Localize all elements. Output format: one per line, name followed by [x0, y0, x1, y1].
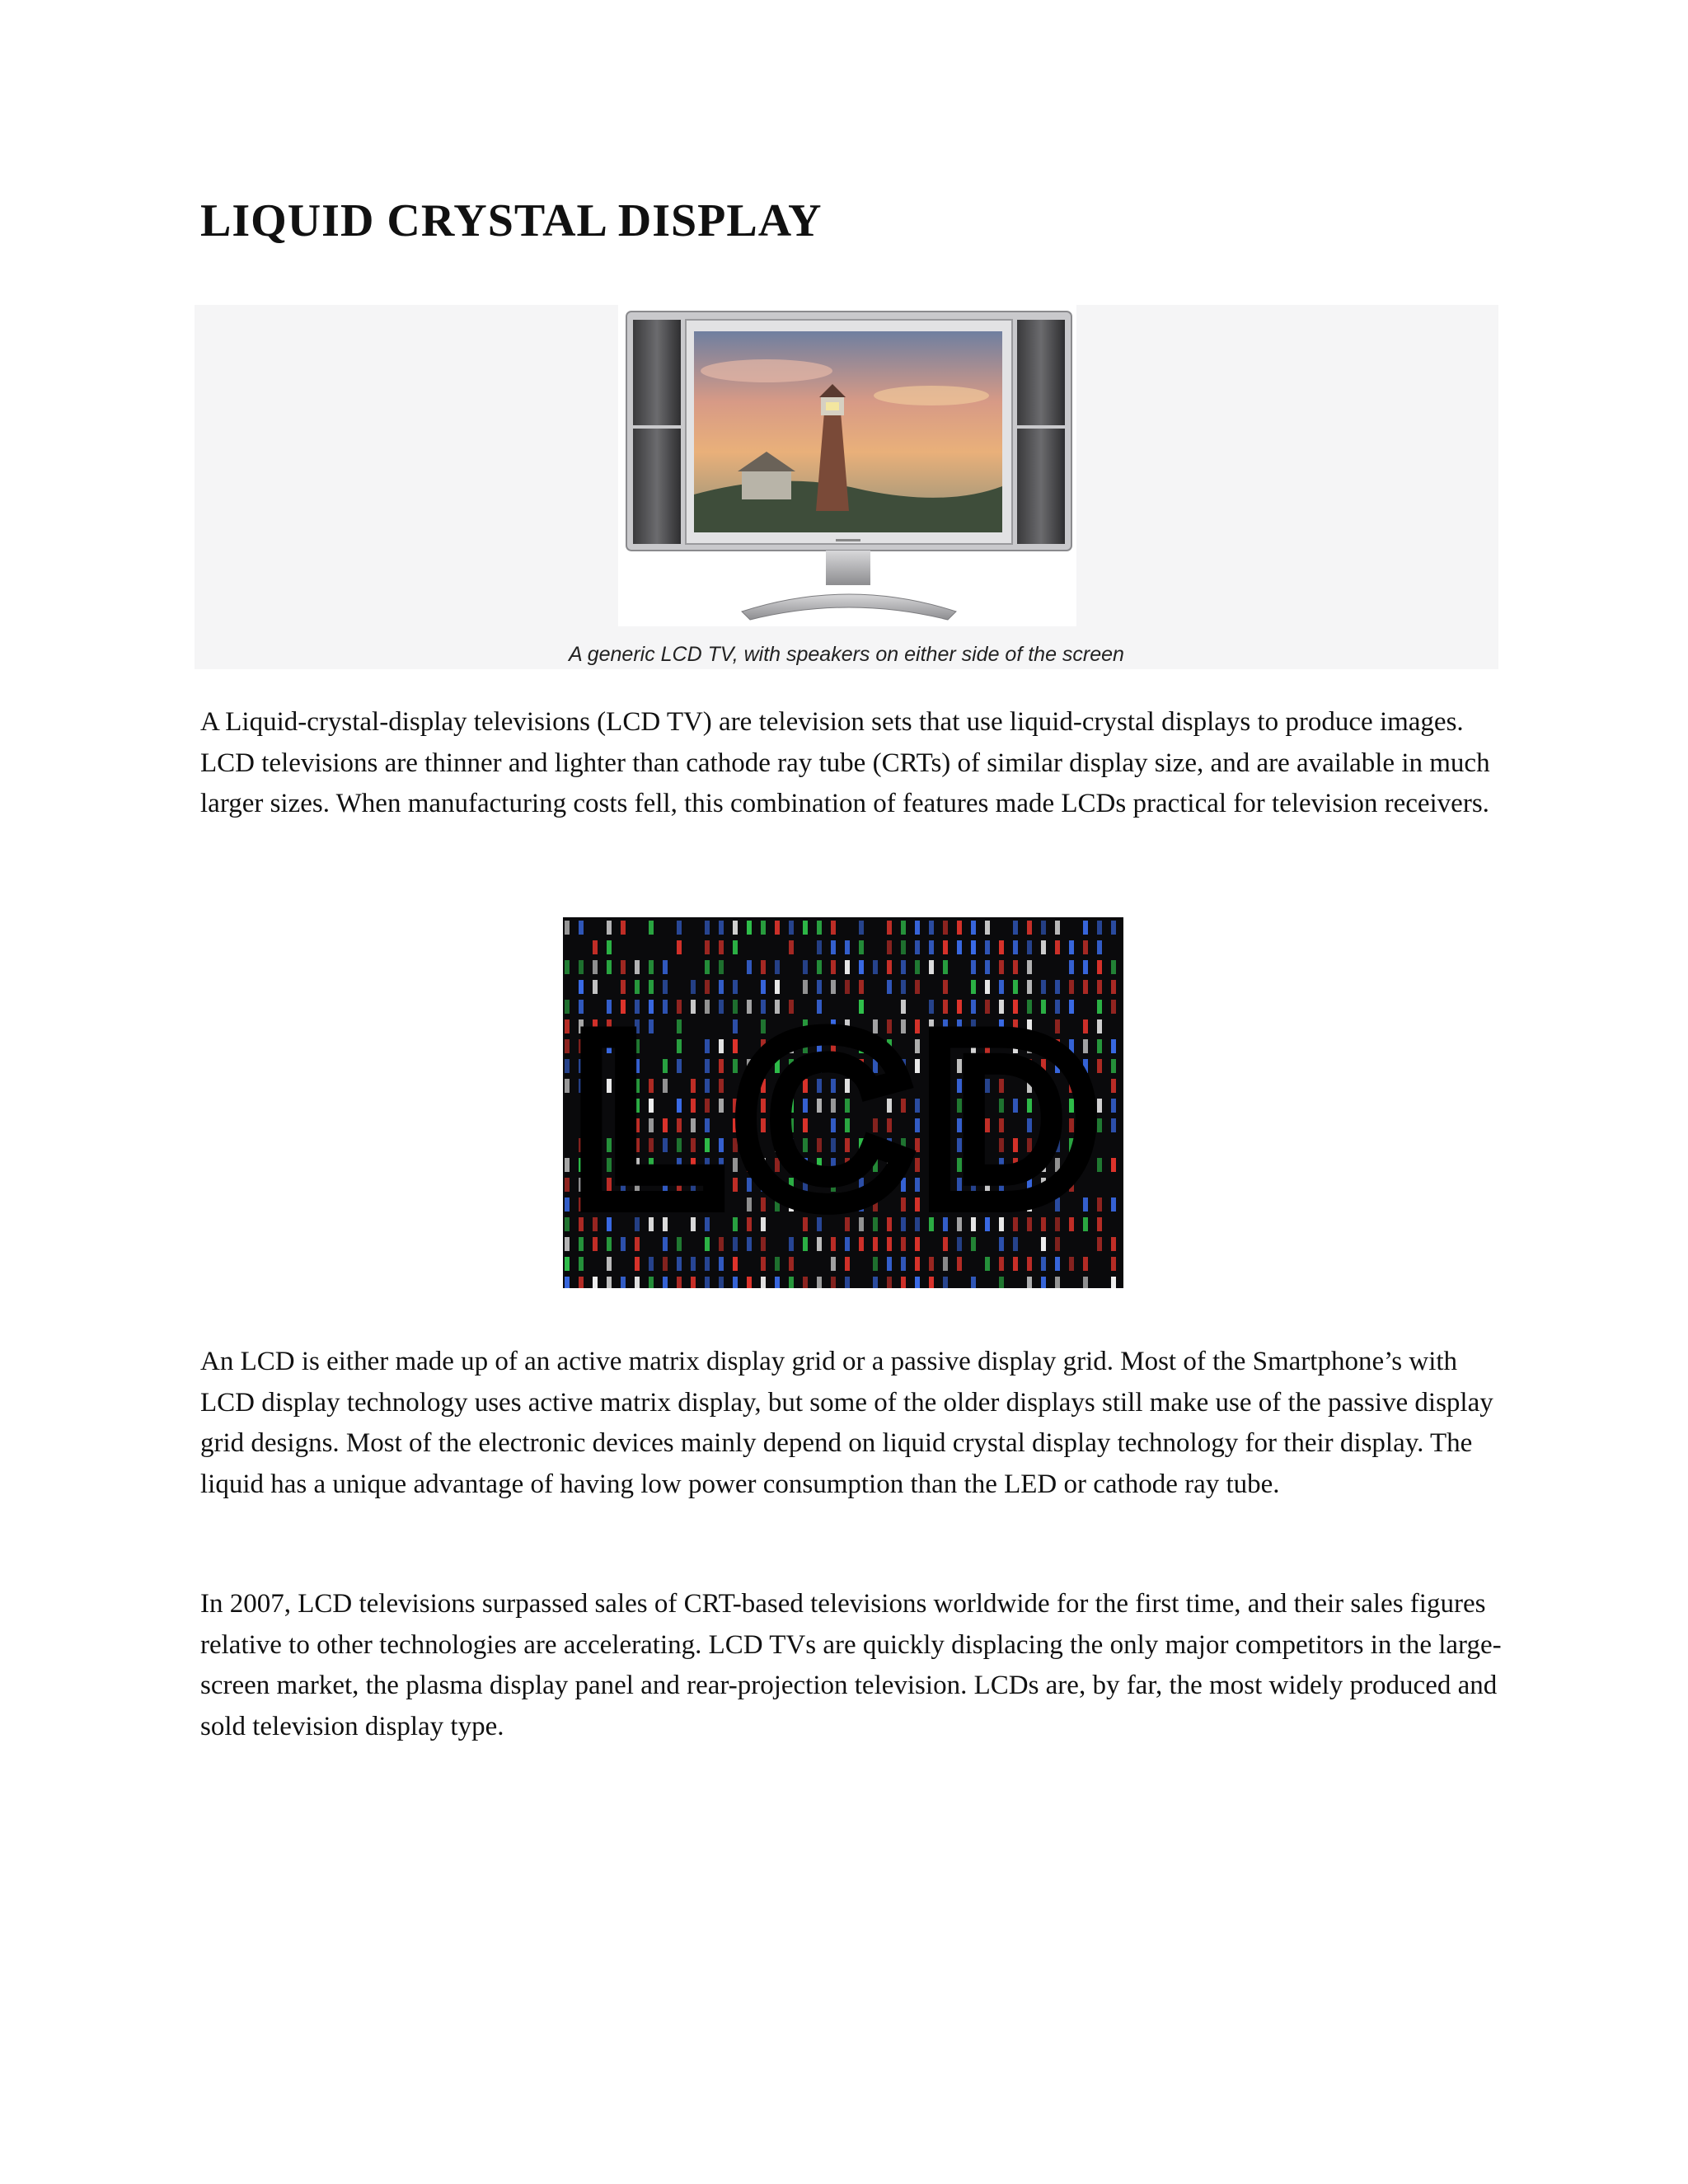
- figure-caption: A generic LCD TV, with speakers on either side of the screen: [569, 643, 1124, 666]
- lcd-pixel-text: LCD: [574, 986, 1112, 1253]
- paragraph-sales: In 2007, LCD televisions surpassed sales of CRT-based televisions worldwide for the first time, and their sales figures relative to other technologies are accelerating. LCD TVs are quickly displacing the only major competitors in the large-screen market, the plasma display panel and rear-projection television. LCDs are, by far, the most widely produced and sold television display type.: [200, 1589, 1502, 1741]
- lcd-pixel-closeup-image: [563, 917, 1123, 1288]
- paragraph-intro: A Liquid-crystal-display televisions (LCD TV) are television sets that use liquid-crystal displays to produce images. LCD televisions are thinner and lighter than cathode ray tube (CRTs) of similar display size, and are available in much larger sizes. When manufacturing costs fell, this combination of features made LCDs practical for television receivers.: [200, 707, 1490, 818]
- page-title: LIQUID CRYSTAL DISPLAY: [200, 195, 823, 246]
- paragraph-matrix: An LCD is either made up of an active matrix display grid or a passive display grid. Most of the Smartphone’s with LCD display technology uses active matrix display, but some of the older displays still make use of the passive display grid designs. Most of the electronic devices mainly depend on liquid crystal display technology for their display. The liquid has a unique advantage of having low power consumption than the LED or cathode ray tube.: [200, 1347, 1493, 1499]
- lcd-tv-image: [618, 305, 1076, 626]
- tv-figure: [195, 305, 1498, 669]
